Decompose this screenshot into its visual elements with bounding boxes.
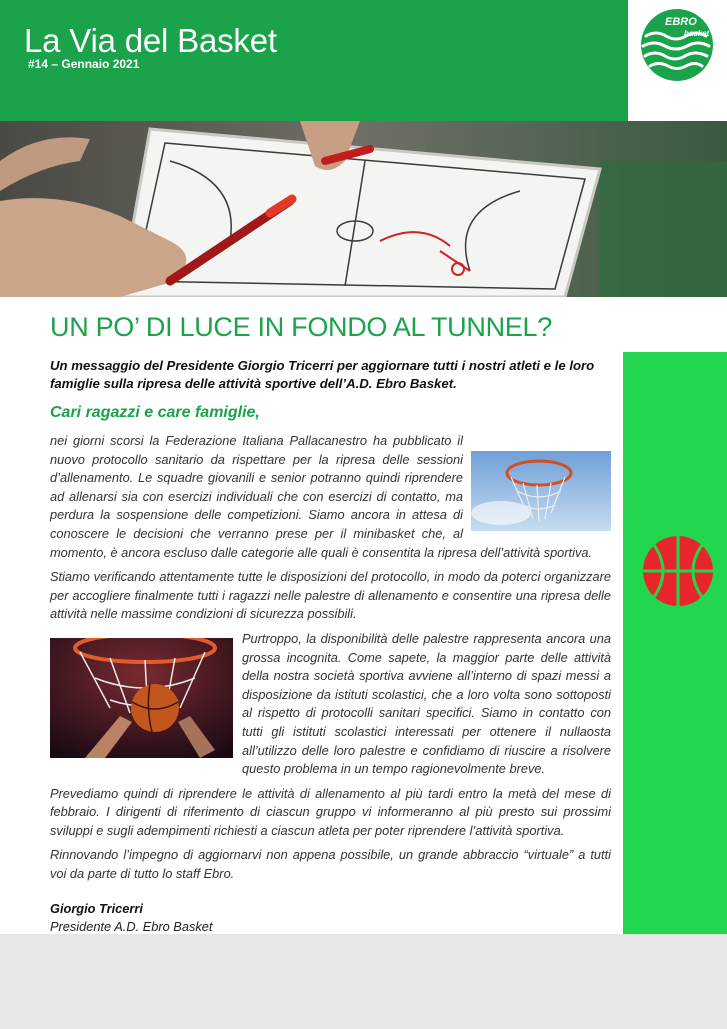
article-paragraph: Rinnovando l’impegno di aggiornarvi non appena possibile, un grande abbraccio “virtuale” a tutti voi da parte di tutto lo staff Ebro.: [50, 847, 611, 882]
green-sidebar: [623, 352, 727, 934]
signature-name: Giorgio Tricerri: [50, 901, 143, 916]
basketball-icon: [642, 535, 714, 607]
article-greeting: Cari ragazzi e care famiglie,: [50, 404, 260, 421]
article-paragraph: Purtroppo, la disponibilità delle palestre rappresenta ancora una grossa incognita. Come sapete, la maggior parte delle attività della nostra società sportiva avviene all’interno di spazi messi a disposizione da istituti scolastici, che a loro volta sono sottoposti al rispetto di protocolli sanitari specifici. Siamo in contatto con tutti gli istituti scolastici interessati per ottenere il nullaosta all’utilizzo delle loro palestre e confidiamo di riuscire a risolvere questo problema in un tempo ragionevolmente breve.: [242, 630, 611, 777]
article-headline: UN PO’ DI LUCE IN FONDO AL TUNNEL?: [50, 312, 552, 342]
article-body: [50, 432, 611, 890]
article-paragraph: nei giorni scorsi la Federazione Italiana Pallacanestro ha pubblicato il nuovo protocollo sanitario da rispettare per la ripresa delle sessioni d’allenamento. Le squadre giovanili e senior potranno quindi riprendere ad allenarsi sia con esercizi individuali che con esercizi di contatto, ma perdura la sospensione delle competizioni. Siamo ancora in attesa di conoscere le decisioni che verranno prese per il minibasket che, al momento, è ancora escluso dalle categorie alle quali è consentita la ripresa dell’attività sportiva.: [50, 433, 593, 560]
ebro-basket-logo: [628, 0, 727, 121]
article-lead: Un messaggio del Presidente Giorgio Tricerri per aggiornare tutti i nostri atleti e le loro famiglie sulla ripresa delle attività sportive dell’A.D. Ebro Basket.: [50, 358, 595, 391]
article-paragraph: Stiamo verificando attentamente tutte le disposizioni del protocollo, in modo da poterci organizzare per accogliere finalmente tutti i ragazzi nelle palestre di allenamento e consentire una ripresa delle attività nelle massime condizioni di sicurezza possibili.: [50, 569, 611, 622]
hero-coach-whiteboard-photo: [0, 121, 727, 297]
signature-block: [50, 900, 212, 934]
masthead: [0, 0, 628, 121]
newsletter-title: La Via del Basket: [24, 22, 277, 59]
dunk-net-photo: [50, 638, 233, 758]
article-paragraph: Prevediamo quindi di riprendere le attività di allenamento al più tardi entro la metà del mese di febbraio. I dirigenti di riferimento di ciascun gruppo vi informeranno al più presto sui prossimi sviluppi e sugli adempimenti richiesti a ciascun atleta per poter riprendere l’attività sportiva.: [50, 785, 611, 838]
issue-label: #14 – Gennaio 2021: [28, 57, 140, 71]
basketball-hoop-sky-photo: [471, 451, 611, 531]
logo-text-bottom: basket: [684, 29, 710, 38]
signature-role: Presidente A.D. Ebro Basket: [50, 919, 213, 934]
logo-text-top: EBRO: [665, 16, 697, 28]
